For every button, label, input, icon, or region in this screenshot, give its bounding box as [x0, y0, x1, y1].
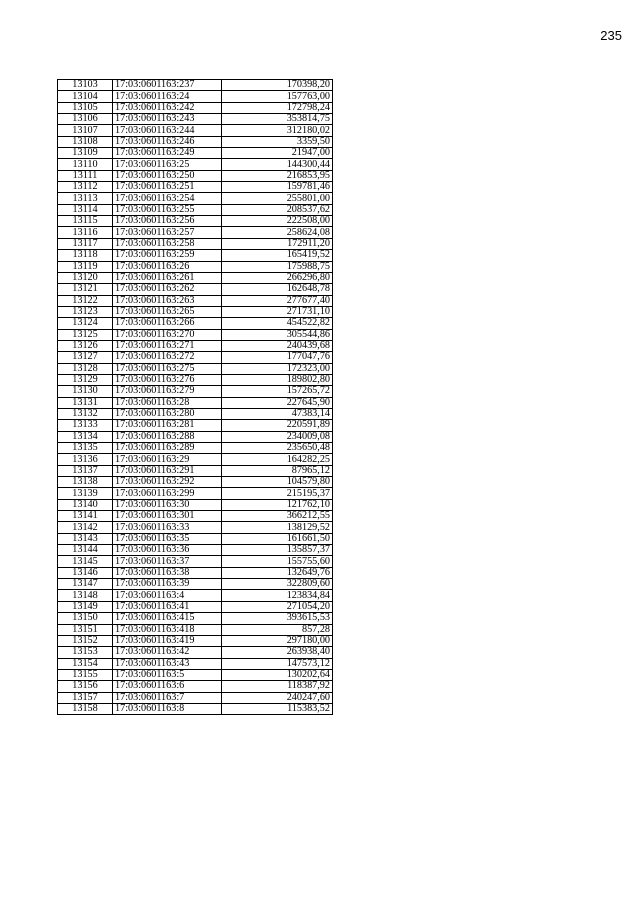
row-number-cell: 13123 — [58, 306, 113, 317]
row-number-cell: 13157 — [58, 692, 113, 703]
cadastral-number-cell: 17:03:0601163:30 — [113, 499, 222, 510]
table-row — [58, 295, 333, 306]
table-row — [58, 556, 333, 567]
row-number-cell: 13113 — [58, 193, 113, 204]
value-cell: 132649,76 — [222, 567, 333, 578]
row-number-cell: 13120 — [58, 272, 113, 283]
value-cell: 297180,00 — [222, 635, 333, 646]
cadastral-number-cell: 17:03:0601163:419 — [113, 635, 222, 646]
table-row — [58, 590, 333, 601]
cadastral-number-cell: 17:03:0601163:263 — [113, 295, 222, 306]
row-number-cell: 13117 — [58, 238, 113, 249]
table-row — [58, 635, 333, 646]
row-number-cell: 13153 — [58, 647, 113, 658]
cadastral-number-cell: 17:03:0601163:249 — [113, 148, 222, 159]
value-cell: 305544,86 — [222, 329, 333, 340]
table-row — [58, 397, 333, 408]
row-number-cell: 13148 — [58, 590, 113, 601]
table-row — [58, 658, 333, 669]
cadastral-number-cell: 17:03:0601163:41 — [113, 601, 222, 612]
table-row — [58, 613, 333, 624]
cadastral-number-cell: 17:03:0601163:257 — [113, 227, 222, 238]
cadastral-number-cell: 17:03:0601163:43 — [113, 658, 222, 669]
value-cell: 215195,37 — [222, 488, 333, 499]
table-row — [58, 148, 333, 159]
cadastral-number-cell: 17:03:0601163:276 — [113, 374, 222, 385]
table-row — [58, 363, 333, 374]
value-cell: 172911,20 — [222, 238, 333, 249]
cadastral-number-cell: 17:03:0601163:38 — [113, 567, 222, 578]
row-number-cell: 13137 — [58, 465, 113, 476]
value-cell: 208537,62 — [222, 204, 333, 215]
value-cell: 165419,52 — [222, 250, 333, 261]
row-number-cell: 13112 — [58, 182, 113, 193]
table-row — [58, 80, 333, 91]
cadastral-number-cell: 17:03:0601163:265 — [113, 306, 222, 317]
table-row — [58, 692, 333, 703]
cadastral-number-cell: 17:03:0601163:5 — [113, 669, 222, 680]
cadastral-number-cell: 17:03:0601163:36 — [113, 545, 222, 556]
value-cell: 189802,80 — [222, 374, 333, 385]
cadastral-number-cell: 17:03:0601163:33 — [113, 522, 222, 533]
cadastral-number-cell: 17:03:0601163:418 — [113, 624, 222, 635]
cadastral-number-cell: 17:03:0601163:28 — [113, 397, 222, 408]
table-row — [58, 374, 333, 385]
table-row — [58, 408, 333, 419]
table-row — [58, 545, 333, 556]
value-cell: 161661,50 — [222, 533, 333, 544]
row-number-cell: 13141 — [58, 511, 113, 522]
row-number-cell: 13119 — [58, 261, 113, 272]
table-row — [58, 624, 333, 635]
table-row — [58, 272, 333, 283]
table-row — [58, 499, 333, 510]
cadastral-number-cell: 17:03:0601163:258 — [113, 238, 222, 249]
value-cell: 220591,89 — [222, 420, 333, 431]
table-row — [58, 420, 333, 431]
row-number-cell: 13146 — [58, 567, 113, 578]
value-cell: 177047,76 — [222, 352, 333, 363]
value-cell: 130202,64 — [222, 669, 333, 680]
row-number-cell: 13108 — [58, 136, 113, 147]
row-number-cell: 13109 — [58, 148, 113, 159]
cadastral-number-cell: 17:03:0601163:8 — [113, 703, 222, 714]
value-cell: 222508,00 — [222, 216, 333, 227]
value-cell: 104579,80 — [222, 477, 333, 488]
row-number-cell: 13114 — [58, 204, 113, 215]
row-number-cell: 13154 — [58, 658, 113, 669]
table-row — [58, 261, 333, 272]
table-row — [58, 193, 333, 204]
row-number-cell: 13156 — [58, 681, 113, 692]
value-cell: 240439,68 — [222, 340, 333, 351]
row-number-cell: 13125 — [58, 329, 113, 340]
row-number-cell: 13139 — [58, 488, 113, 499]
value-cell: 235650,48 — [222, 443, 333, 454]
table-row — [58, 454, 333, 465]
cadastral-number-cell: 17:03:0601163:289 — [113, 443, 222, 454]
value-cell: 118387,92 — [222, 681, 333, 692]
cadastral-number-cell: 17:03:0601163:6 — [113, 681, 222, 692]
value-cell: 393615,53 — [222, 613, 333, 624]
value-cell: 147573,12 — [222, 658, 333, 669]
row-number-cell: 13132 — [58, 408, 113, 419]
cadastral-number-cell: 17:03:0601163:279 — [113, 386, 222, 397]
value-cell: 234009,08 — [222, 431, 333, 442]
table-row — [58, 204, 333, 215]
cadastral-number-cell: 17:03:0601163:259 — [113, 250, 222, 261]
value-cell: 175988,75 — [222, 261, 333, 272]
row-number-cell: 13133 — [58, 420, 113, 431]
value-cell: 172798,24 — [222, 102, 333, 113]
row-number-cell: 13151 — [58, 624, 113, 635]
cadastral-number-cell: 17:03:0601163:275 — [113, 363, 222, 374]
table-row — [58, 284, 333, 295]
value-cell: 157763,00 — [222, 91, 333, 102]
row-number-cell: 13140 — [58, 499, 113, 510]
value-cell: 255801,00 — [222, 193, 333, 204]
value-cell: 271054,20 — [222, 601, 333, 612]
value-cell: 263938,40 — [222, 647, 333, 658]
value-cell: 162648,78 — [222, 284, 333, 295]
value-cell: 135857,37 — [222, 545, 333, 556]
row-number-cell: 13143 — [58, 533, 113, 544]
cadastral-number-cell: 17:03:0601163:244 — [113, 125, 222, 136]
row-number-cell: 13149 — [58, 601, 113, 612]
row-number-cell: 13106 — [58, 114, 113, 125]
value-cell: 87965,12 — [222, 465, 333, 476]
value-cell: 21947,00 — [222, 148, 333, 159]
value-cell: 258624,08 — [222, 227, 333, 238]
value-cell: 353814,75 — [222, 114, 333, 125]
table-row — [58, 511, 333, 522]
cadastral-number-cell: 17:03:0601163:29 — [113, 454, 222, 465]
table-row — [58, 318, 333, 329]
table-row — [58, 114, 333, 125]
value-cell: 271731,10 — [222, 306, 333, 317]
value-cell: 172323,00 — [222, 363, 333, 374]
table-row — [58, 91, 333, 102]
row-number-cell: 13122 — [58, 295, 113, 306]
table-body — [58, 80, 333, 715]
table-row — [58, 488, 333, 499]
table-row — [58, 352, 333, 363]
table-row — [58, 125, 333, 136]
value-cell: 312180,02 — [222, 125, 333, 136]
table-row — [58, 601, 333, 612]
row-number-cell: 13142 — [58, 522, 113, 533]
row-number-cell: 13126 — [58, 340, 113, 351]
value-cell: 3359,50 — [222, 136, 333, 147]
table-row — [58, 703, 333, 714]
table-row — [58, 579, 333, 590]
row-number-cell: 13116 — [58, 227, 113, 238]
row-number-cell: 13147 — [58, 579, 113, 590]
row-number-cell: 13155 — [58, 669, 113, 680]
cadastral-number-cell: 17:03:0601163:4 — [113, 590, 222, 601]
cadastral-number-cell: 17:03:0601163:35 — [113, 533, 222, 544]
row-number-cell: 13129 — [58, 374, 113, 385]
value-cell: 170398,20 — [222, 80, 333, 91]
table-row — [58, 386, 333, 397]
value-cell: 121762,10 — [222, 499, 333, 510]
cadastral-number-cell: 17:03:0601163:243 — [113, 114, 222, 125]
row-number-cell: 13107 — [58, 125, 113, 136]
cadastral-number-cell: 17:03:0601163:42 — [113, 647, 222, 658]
cadastral-number-cell: 17:03:0601163:251 — [113, 182, 222, 193]
table-row — [58, 250, 333, 261]
cadastral-number-cell: 17:03:0601163:25 — [113, 159, 222, 170]
row-number-cell: 13138 — [58, 477, 113, 488]
cadastral-number-cell: 17:03:0601163:7 — [113, 692, 222, 703]
value-cell: 159781,46 — [222, 182, 333, 193]
row-number-cell: 13158 — [58, 703, 113, 714]
value-cell: 164282,25 — [222, 454, 333, 465]
row-number-cell: 13105 — [58, 102, 113, 113]
table-row — [58, 216, 333, 227]
table-row — [58, 465, 333, 476]
cadastral-number-cell: 17:03:0601163:291 — [113, 465, 222, 476]
row-number-cell: 13134 — [58, 431, 113, 442]
value-cell: 157265,72 — [222, 386, 333, 397]
value-cell: 155755,60 — [222, 556, 333, 567]
cadastral-number-cell: 17:03:0601163:37 — [113, 556, 222, 567]
table-row — [58, 567, 333, 578]
cadastral-number-cell: 17:03:0601163:246 — [113, 136, 222, 147]
table-row — [58, 477, 333, 488]
value-cell: 47383,14 — [222, 408, 333, 419]
table-row — [58, 443, 333, 454]
table-row — [58, 647, 333, 658]
row-number-cell: 13130 — [58, 386, 113, 397]
row-number-cell: 13111 — [58, 170, 113, 181]
value-cell: 123834,84 — [222, 590, 333, 601]
cadastral-number-cell: 17:03:0601163:254 — [113, 193, 222, 204]
cadastral-number-cell: 17:03:0601163:24 — [113, 91, 222, 102]
value-cell: 366212,55 — [222, 511, 333, 522]
table-row — [58, 329, 333, 340]
cadastral-number-cell: 17:03:0601163:270 — [113, 329, 222, 340]
cadastral-number-cell: 17:03:0601163:262 — [113, 284, 222, 295]
table-row — [58, 170, 333, 181]
value-cell: 144300,44 — [222, 159, 333, 170]
cadastral-number-cell: 17:03:0601163:237 — [113, 80, 222, 91]
cadastral-number-cell: 17:03:0601163:292 — [113, 477, 222, 488]
table-row — [58, 238, 333, 249]
table-row — [58, 227, 333, 238]
value-cell: 227645,90 — [222, 397, 333, 408]
table-row — [58, 431, 333, 442]
cadastral-number-cell: 17:03:0601163:271 — [113, 340, 222, 351]
row-number-cell: 13150 — [58, 613, 113, 624]
cadastral-number-cell: 17:03:0601163:39 — [113, 579, 222, 590]
cadastral-number-cell: 17:03:0601163:301 — [113, 511, 222, 522]
table-row — [58, 182, 333, 193]
value-cell: 454522,82 — [222, 318, 333, 329]
value-cell: 857,28 — [222, 624, 333, 635]
page-number: 235 — [600, 28, 622, 43]
row-number-cell: 13127 — [58, 352, 113, 363]
table-row — [58, 340, 333, 351]
table-row — [58, 136, 333, 147]
cadastral-number-cell: 17:03:0601163:250 — [113, 170, 222, 181]
row-number-cell: 13128 — [58, 363, 113, 374]
table-row — [58, 669, 333, 680]
cadastral-number-cell: 17:03:0601163:266 — [113, 318, 222, 329]
value-cell: 115383,52 — [222, 703, 333, 714]
value-cell: 216853,95 — [222, 170, 333, 181]
cadastral-number-cell: 17:03:0601163:242 — [113, 102, 222, 113]
value-cell: 138129,52 — [222, 522, 333, 533]
row-number-cell: 13152 — [58, 635, 113, 646]
row-number-cell: 13118 — [58, 250, 113, 261]
cadastral-table — [57, 79, 333, 715]
cadastral-number-cell: 17:03:0601163:280 — [113, 408, 222, 419]
row-number-cell: 13121 — [58, 284, 113, 295]
value-cell: 266296,80 — [222, 272, 333, 283]
cadastral-number-cell: 17:03:0601163:288 — [113, 431, 222, 442]
row-number-cell: 13135 — [58, 443, 113, 454]
row-number-cell: 13115 — [58, 216, 113, 227]
cadastral-number-cell: 17:03:0601163:281 — [113, 420, 222, 431]
cadastral-number-cell: 17:03:0601163:299 — [113, 488, 222, 499]
table-row — [58, 681, 333, 692]
cadastral-number-cell: 17:03:0601163:256 — [113, 216, 222, 227]
row-number-cell: 13144 — [58, 545, 113, 556]
row-number-cell: 13124 — [58, 318, 113, 329]
table-row — [58, 102, 333, 113]
cadastral-number-cell: 17:03:0601163:261 — [113, 272, 222, 283]
row-number-cell: 13145 — [58, 556, 113, 567]
value-cell: 322809,60 — [222, 579, 333, 590]
value-cell: 240247,60 — [222, 692, 333, 703]
table-row — [58, 522, 333, 533]
row-number-cell: 13103 — [58, 80, 113, 91]
cadastral-number-cell: 17:03:0601163:255 — [113, 204, 222, 215]
row-number-cell: 13104 — [58, 91, 113, 102]
table-row — [58, 306, 333, 317]
cadastral-number-cell: 17:03:0601163:272 — [113, 352, 222, 363]
cadastral-number-cell: 17:03:0601163:26 — [113, 261, 222, 272]
table-row — [58, 159, 333, 170]
row-number-cell: 13136 — [58, 454, 113, 465]
row-number-cell: 13131 — [58, 397, 113, 408]
value-cell: 277677,40 — [222, 295, 333, 306]
table-row — [58, 533, 333, 544]
cadastral-number-cell: 17:03:0601163:415 — [113, 613, 222, 624]
row-number-cell: 13110 — [58, 159, 113, 170]
